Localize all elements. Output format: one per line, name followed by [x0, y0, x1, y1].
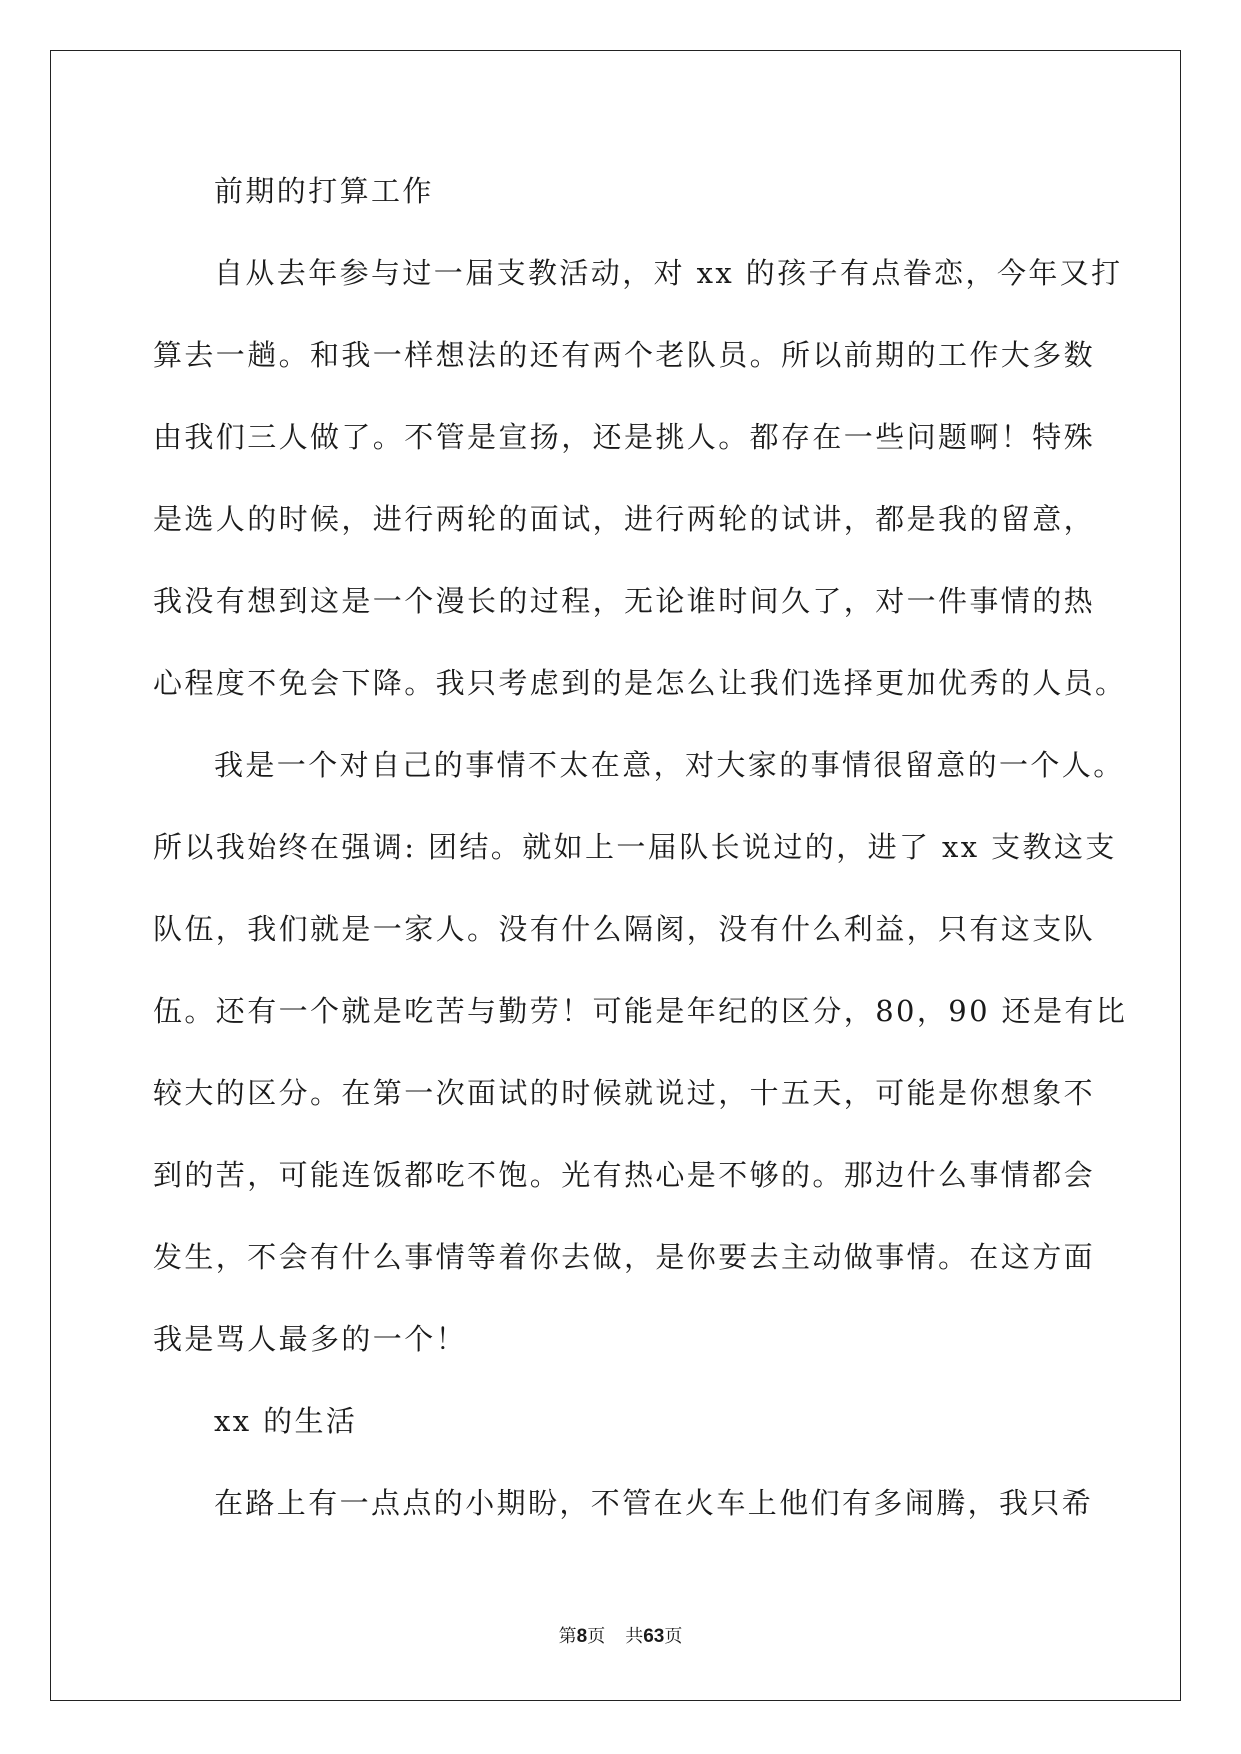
paragraph-line: 所以我始终在强调: 团结。就如上一届队长说过的，进了 xx 支教这支 [153, 830, 1117, 864]
paragraph-line: 发生，不会有什么事情等着你去做，是你要去主动做事情。在这方面 [153, 1240, 1096, 1274]
paragraph-line: 我是骂人最多的一个！ [153, 1322, 468, 1356]
total-suffix: 页 [664, 1626, 683, 1647]
paragraph-line: 在路上有一点点的小期盼，不管在火车上他们有多闹腾，我只希 [214, 1486, 1094, 1520]
heading-life: xx 的生活 [214, 1404, 358, 1438]
paragraph-line: 由我们三人做了。不管是宣扬，还是挑人。都存在一些问题啊！特殊 [153, 420, 1096, 454]
paragraph-line: 队伍，我们就是一家人。没有什么隔阂，没有什么利益，只有这支队 [153, 912, 1096, 946]
paragraph-line: 我没有想到这是一个漫长的过程，无论谁时间久了，对一件事情的热 [153, 584, 1096, 618]
paragraph-line: 算去一趟。和我一样想法的还有两个老队员。所以前期的工作大多数 [153, 338, 1096, 372]
page-number: 8 [576, 1626, 588, 1647]
total-prefix: 共 [625, 1626, 644, 1647]
paragraph-line: 我是一个对自己的事情不太在意，对大家的事情很留意的一个人。 [214, 748, 1125, 782]
paragraph-line: 是选人的时候，进行两轮的面试，进行两轮的试讲，都是我的留意， [153, 502, 1096, 536]
paragraph-line: 心程度不免会下降。我只考虑到的是怎么让我们选择更加优秀的人员。 [153, 666, 1127, 700]
page-suffix: 页 [587, 1626, 606, 1647]
page-prefix: 第 [558, 1626, 577, 1647]
page-footer [0, 1622, 1241, 1648]
paragraph-line: 到的苦，可能连饭都吃不饱。光有热心是不够的。那边什么事情都会 [153, 1158, 1096, 1192]
paragraph-line: 自从去年参与过一届支教活动，对 xx 的孩子有点眷恋，今年又打 [214, 256, 1123, 290]
paragraph-line: 伍。还有一个就是吃苦与勤劳！可能是年纪的区分，80，90 还是有比 [153, 994, 1128, 1028]
heading-preparation: 前期的打算工作 [214, 174, 434, 208]
document-body [153, 166, 1128, 1560]
total-pages: 63 [643, 1626, 665, 1647]
paragraph-line: 较大的区分。在第一次面试的时候就说过，十五天，可能是你想象不 [153, 1076, 1096, 1110]
